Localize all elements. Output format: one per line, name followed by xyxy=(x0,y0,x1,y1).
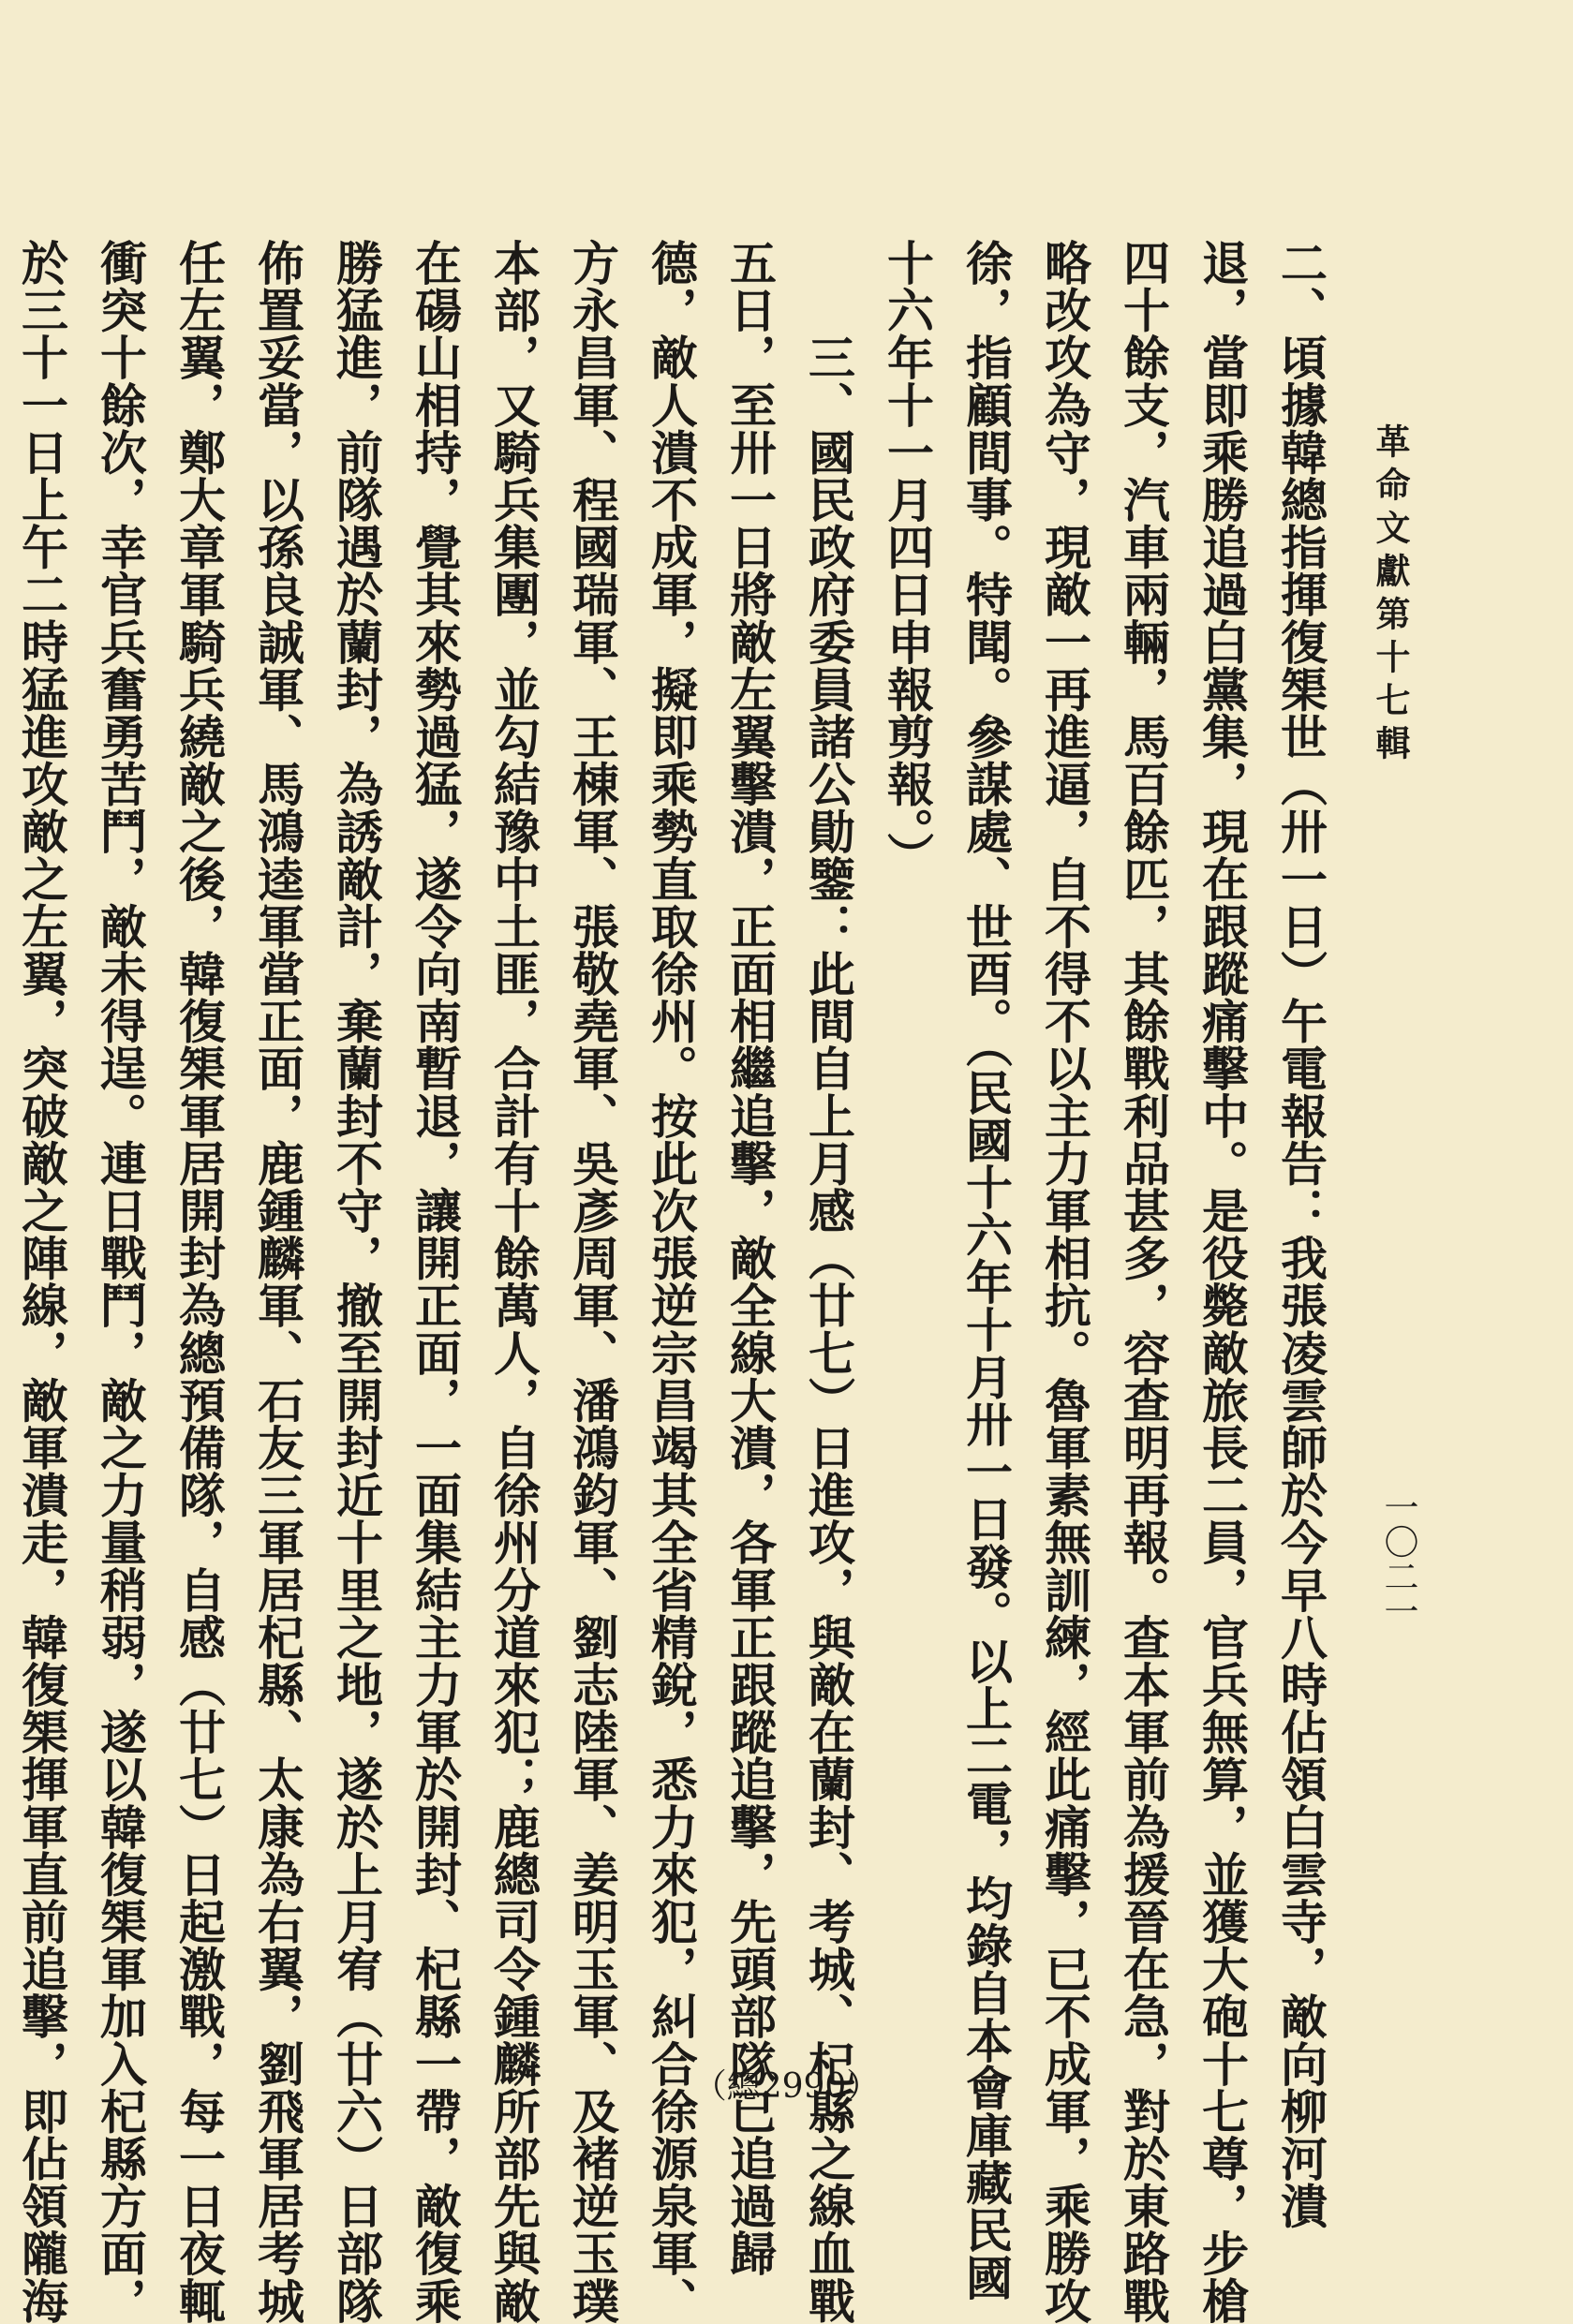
page-number: 一〇二一 xyxy=(1378,1489,1418,1628)
text-column: 勝猛進，前隊遇於蘭封，為誘敵計，棄蘭封不守，撤至開封近十里之地，遂於上月宥（廿六）日部隊 xyxy=(329,239,384,2324)
text-column: 衝突十餘次，幸官兵奮勇苦鬥，敵未得逞。連日戰鬥，敵之力量稍弱，遂以韓復榘軍加入杞縣方面， xyxy=(93,239,148,2324)
text-column: 任左翼，鄭大章軍騎兵繞敵之後，韓復榘軍居開封為總預備隊，自感（廿七）日起激戰，每一日夜輒 xyxy=(171,239,227,2324)
text-column: 徐，指顧間事。特聞。參謀處、世酉。（民國十六年十月卅一日發。以上二電，均錄自本會庫藏民國 xyxy=(958,239,1014,2302)
text-column: 本部，又騎兵集團，並勾結豫中土匪，合計有十餘萬人，自徐州分道來犯；鹿總司令鍾麟所部先與敵 xyxy=(486,239,542,2324)
text-column: 十六年十一月四日申報剪報。） xyxy=(880,239,935,880)
text-column: 佈置妥當，以孫良誠軍、馬鴻逵軍當正面，鹿鍾麟軍、石友三軍居杞縣、太康為右翼，劉飛軍居考城 xyxy=(250,239,305,2324)
text-column: 二、頃據韓總指揮復榘世（卅一日）午電報告：我張凌雲師於今早八時佔領白雲寺，敵向柳河潰 xyxy=(1273,239,1328,2230)
text-column: 略改攻為守，現敵一再進逼，自不得不以主力軍相抗。魯軍素無訓練，經此痛擊，已不成軍，乘勝攻 xyxy=(1037,239,1092,2324)
text-column: 德，敵人潰不成軍，擬即乘勢直取徐州。按此次張逆宗昌竭其全省精銳，悉力來犯，糾合徐源泉軍、 xyxy=(644,239,699,2324)
text-column: 三、國民政府委員諸公勛鑒：此間自上月感（廿七）日進攻，與敵在蘭封、考城、杞縣之線血戰 xyxy=(801,239,856,2324)
text-column: 五日，至卅一日將敵左翼擊潰，正面相繼追擊，敵全線大潰，各軍正跟蹤追擊，先頭部隊已追過歸 xyxy=(722,239,778,2277)
text-column: 方永昌軍、程國瑞軍、王棟軍、張敬堯軍、吳彥周軍、潘鴻鈞軍、劉志陸軍、姜明玉軍、及褚逆玉璞 xyxy=(565,239,620,2324)
text-column: 於三十一日上午二時猛進攻敵之左翼，突破敵之陣線，敵軍潰走，韓復榘揮軍直前追擊，即佔領隴海 xyxy=(14,239,69,2324)
text-column: 退，當即乘勝追過白黨集，現在跟蹤痛擊中。是役斃敵旅長二員，官兵無算，並獲大砲十七尊，步槍 xyxy=(1195,239,1250,2324)
total-page-number: （總2990） xyxy=(692,2067,881,2106)
running-header-title: 革命文獻第十七輯 xyxy=(1370,423,1411,768)
text-column: 在碭山相持，覺其來勢過猛，遂令向南暫退，讓開正面，一面集結主力軍於開封、杞縣一帶，敵復乘 xyxy=(408,239,463,2324)
text-column: 四十餘支，汽車兩輛，馬百餘匹，其餘戰利品甚多，容查明再報。查本軍前為援晉在急，對於東路戰 xyxy=(1116,239,1171,2324)
